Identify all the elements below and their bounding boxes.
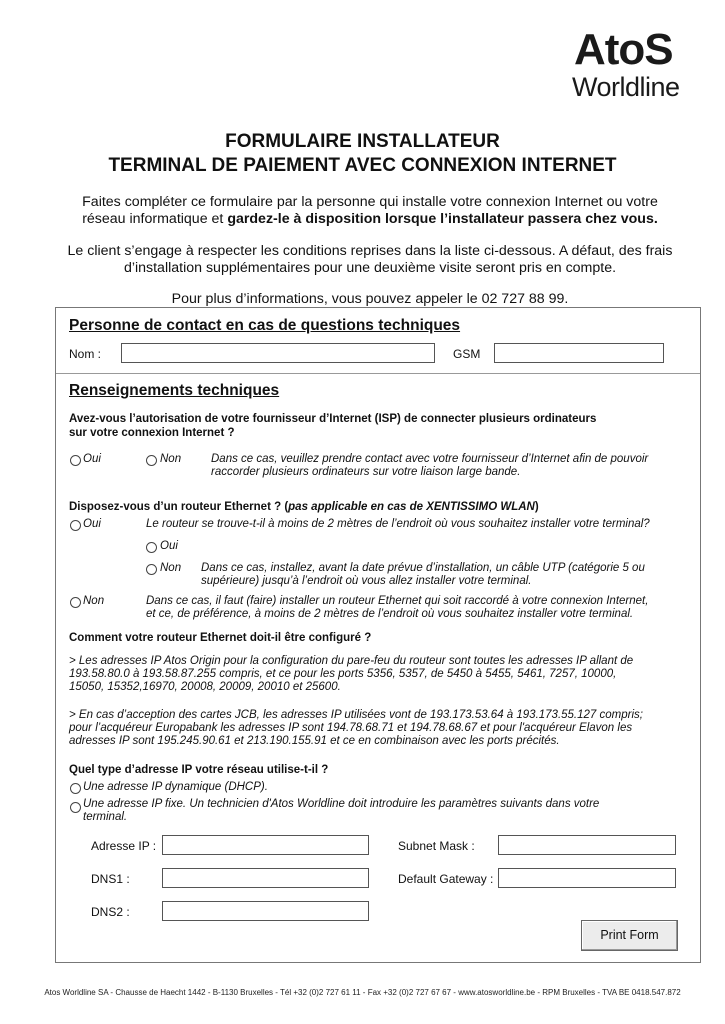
name-field[interactable]: [121, 343, 435, 363]
q2-sub-non-radio[interactable]: [146, 564, 157, 575]
q2-sub-non-line1: Dans ce cas, installez, avant la date prévue d’installation, un câble UTP (catégorie 5 ou: [201, 562, 645, 574]
q3-p2-line3: adresses IP sont 195.245.90.61 et 213.190.155.91 et ce en combinaison avec les ports précités.: [69, 735, 560, 747]
q1-line2: sur votre connexion Internet ?: [69, 427, 235, 439]
q1-oui-label: Oui: [83, 453, 101, 465]
q4-fixed-line2: terminal.: [83, 811, 128, 823]
q4-dhcp-radio[interactable]: [70, 783, 81, 794]
gsm-field[interactable]: [494, 343, 664, 363]
intro-p1-line2-normal: réseau informatique et: [82, 211, 228, 227]
intro-p1-line1: Faites compléter ce formulaire par la personne qui installe votre connexion Internet ou votre: [82, 194, 658, 210]
intro-p1-line2-bold: gardez-le à disposition lorsque l’installateur passera chez vous.: [227, 211, 658, 227]
q2-sub-oui-radio[interactable]: [146, 542, 157, 553]
q2-sub-non-line2: supérieure) jusqu’à l’endroit où vous allez installer votre terminal.: [201, 575, 532, 587]
q1-line1: Avez-vous l’autorisation de votre fournisseur d’Internet (ISP) de connecter plusieurs ordinateurs: [69, 413, 597, 425]
page-title-line2: TERMINAL DE PAIEMENT AVEC CONNEXION INTERNET: [108, 155, 617, 176]
ip-address-field[interactable]: [162, 835, 369, 855]
q1-oui-radio[interactable]: [70, 455, 81, 466]
q2-non-line2: et ce, de préférence, à moins de 2 mètres de l’endroit où vous souhaitez installer votre terminal.: [146, 608, 634, 620]
subnet-label: Subnet Mask :: [398, 839, 475, 853]
logo-worldline-text: Worldline: [572, 72, 680, 102]
intro-p3: Pour plus d’informations, vous pouvez appeler le 02 727 88 99.: [171, 291, 569, 307]
q2-oui-text: Le routeur se trouve-t-il à moins de 2 mètres de l’endroit où vous souhaitez installer votre terminal?: [146, 518, 650, 530]
q1-non-label: Non: [160, 453, 182, 465]
q2-oui-label: Oui: [83, 518, 101, 530]
q3-p1-line2: 193.58.80.0 à 193.58.87.255 compris, et ce pour les ports 5356, 5357, de 5450 à 5455, 5461, 7257, 10000,: [69, 668, 617, 680]
q1-non-radio[interactable]: [146, 455, 157, 466]
q1-note-line1: Dans ce cas, veuillez prendre contact avec votre fournisseur d’Internet afin de pouvoir: [211, 453, 649, 465]
contact-heading: Personne de contact en cas de questions techniques: [69, 317, 461, 334]
logo-atos-text: AtoS: [574, 25, 673, 74]
intro-p2-line2: d’installation supplémentaires pour une deuxième visite seront pris en compte.: [123, 260, 617, 276]
q4-question: Quel type d’adresse IP votre réseau utilise-t-il ?: [69, 764, 329, 776]
q3-p1-line3: 15050, 15352,16970, 20008, 20009, 20010 et 25600.: [69, 681, 341, 693]
q4-dhcp-label: Une adresse IP dynamique (DHCP).: [83, 781, 268, 793]
dns2-field[interactable]: [162, 901, 369, 921]
q3-p2-line1: > En cas d’acception des cartes JCB, les adresses IP utilisées vont de 193.173.53.64 à 193.173.55.127 compris;: [69, 709, 643, 721]
ip-label: Adresse IP :: [91, 839, 157, 853]
intro-p2-line1: Le client s’engage à respecter les conditions reprises dans la liste ci-dessous. A défaut, des frais: [67, 243, 673, 259]
page-title-line1: FORMULAIRE INSTALLATEUR: [225, 131, 500, 152]
tech-heading: Renseignements techniques: [69, 382, 280, 399]
q2-text: Disposez-vous d’un routeur Ethernet ? (: [69, 501, 289, 513]
intro-p1-line2: [40, 210, 700, 228]
gsm-label: GSM: [453, 347, 481, 361]
dns1-field[interactable]: [162, 868, 369, 888]
gateway-label: Default Gateway :: [398, 872, 494, 886]
q2-close: ): [534, 501, 539, 513]
q2-non-label: Non: [83, 595, 105, 607]
q2-oui-radio[interactable]: [70, 520, 81, 531]
q3-p1-line1: > Les adresses IP Atos Origin pour la configuration du pare-feu du routeur sont toutes les adresses IP allant de: [69, 655, 634, 667]
q4-fixed-radio[interactable]: [70, 802, 81, 813]
q2-sub-oui-label: Oui: [160, 540, 178, 552]
print-form-button[interactable]: Print Form: [581, 920, 678, 951]
subnet-mask-field[interactable]: [498, 835, 676, 855]
default-gateway-field[interactable]: [498, 868, 676, 888]
q1-note-line2: raccorder plusieurs ordinateurs sur votre liaison large bande.: [211, 466, 521, 478]
footer: Atos Worldline SA - Chausse de Haecht 1442 - B-1130 Bruxelles - Tél +32 (0)2 727 61 11 - Fax +32 (0)2 727 67 67 - www.atosworldline.be - RPM Bruxelles - TVA BE 0418.547.872: [44, 988, 681, 997]
name-label: Nom :: [69, 347, 102, 361]
q2-non-line1: Dans ce cas, il faut (faire) installer un routeur Ethernet qui soit raccordé à votre connexion Internet,: [146, 595, 649, 607]
q2-non-radio[interactable]: [70, 597, 81, 608]
q4-fixed-line1: Une adresse IP fixe. Un technicien d'Atos Worldline doit introduire les paramètres suivants dans votre: [83, 798, 600, 810]
q3-p2-line2: pour l’acquéreur Europabank les adresses IP sont 194.78.68.71 et 194.78.68.67 et pour l'acquéreur Elavon les: [69, 722, 633, 734]
section-divider: [56, 373, 700, 374]
q3-question: Comment votre routeur Ethernet doit-il être configuré ?: [69, 632, 372, 644]
dns1-label: DNS1 :: [91, 872, 130, 886]
dns2-label: DNS2 :: [91, 905, 130, 919]
q2-sub-non-label: Non: [160, 562, 182, 574]
q2-note: pas applicable en cas de XENTISSIMO WLAN: [288, 501, 535, 513]
q2-question: [69, 500, 539, 514]
